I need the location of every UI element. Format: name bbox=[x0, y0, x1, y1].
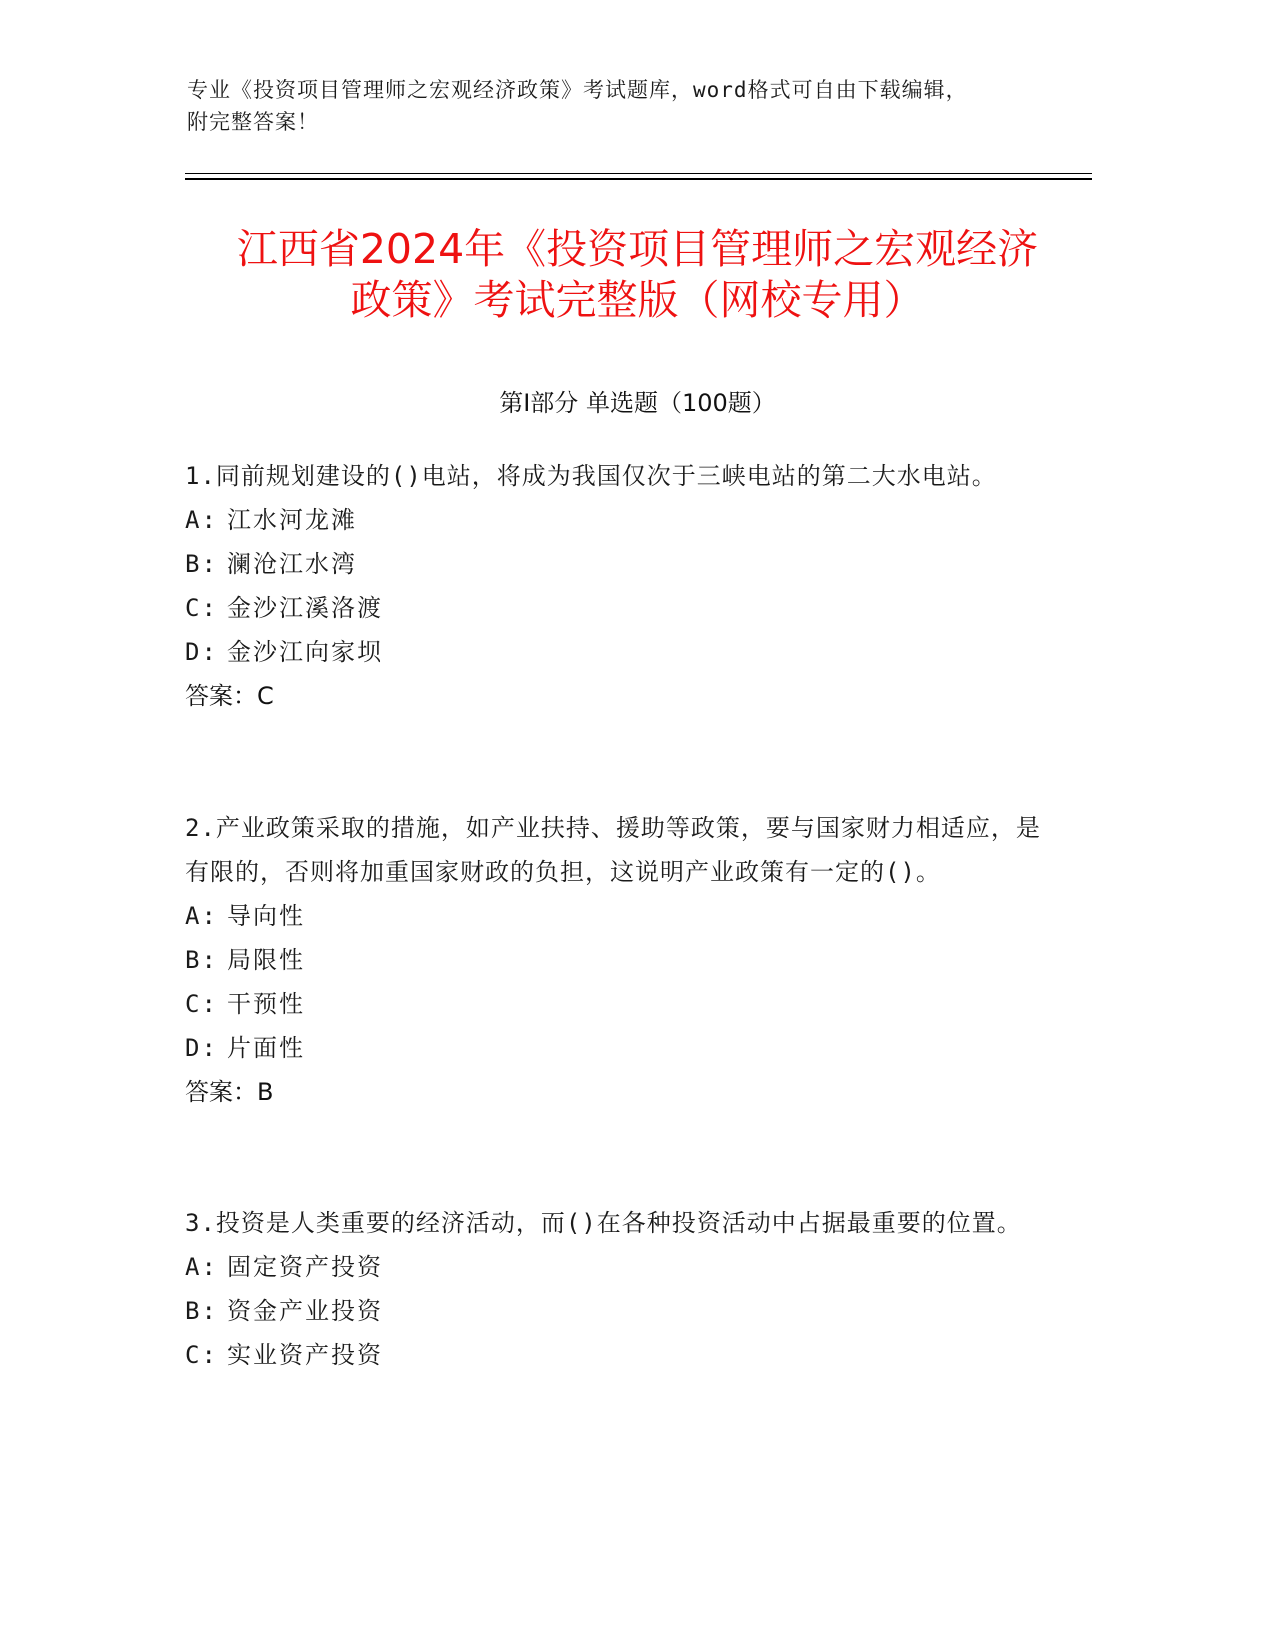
option-text: 固定资产投资 bbox=[227, 1253, 383, 1281]
option-text: 资金产业投资 bbox=[227, 1297, 383, 1325]
question-2 bbox=[185, 806, 1055, 1114]
option-text: 导向性 bbox=[227, 902, 305, 930]
option-d bbox=[185, 630, 1055, 674]
option-b bbox=[185, 938, 1055, 982]
title-line-2: 政策》考试完整版（网校专用） bbox=[350, 276, 925, 324]
option-letter: B: bbox=[185, 946, 218, 974]
option-text: 干预性 bbox=[227, 990, 305, 1018]
option-letter: C: bbox=[185, 1341, 218, 1369]
option-letter: D: bbox=[185, 1034, 218, 1062]
option-text: 金沙江溪洛渡 bbox=[227, 594, 383, 622]
document-title bbox=[170, 224, 1105, 326]
option-letter: A: bbox=[185, 902, 218, 930]
option-c bbox=[185, 586, 1055, 630]
option-d bbox=[185, 1026, 1055, 1070]
question-1 bbox=[185, 454, 1055, 718]
option-text: 江水河龙滩 bbox=[227, 506, 357, 534]
option-a bbox=[185, 1245, 1055, 1289]
option-a bbox=[185, 894, 1055, 938]
question-stem: 1.同前规划建设的()电站，将成为我国仅次于三峡电站的第二大水电站。 bbox=[185, 462, 997, 490]
option-text: 局限性 bbox=[227, 946, 305, 974]
answer-line: 答案：B bbox=[185, 1078, 274, 1106]
option-letter: B: bbox=[185, 550, 218, 578]
option-text: 金沙江向家坝 bbox=[227, 638, 383, 666]
option-text: 澜沧江水湾 bbox=[227, 550, 357, 578]
option-b bbox=[185, 542, 1055, 586]
option-letter: D: bbox=[185, 638, 218, 666]
answer-line: 答案：C bbox=[185, 682, 274, 710]
option-c bbox=[185, 982, 1055, 1026]
option-letter: A: bbox=[185, 1253, 218, 1281]
header-note: 专业《投资项目管理师之宏观经济政策》考试题库，word格式可自由下载编辑， 附完整答案！ bbox=[187, 78, 968, 134]
option-b bbox=[185, 1289, 1055, 1333]
question-3 bbox=[185, 1201, 1055, 1377]
option-letter: B: bbox=[185, 1297, 218, 1325]
option-letter: A: bbox=[185, 506, 218, 534]
option-text: 实业资产投资 bbox=[227, 1341, 383, 1369]
option-a bbox=[185, 498, 1055, 542]
option-c bbox=[185, 1333, 1055, 1377]
option-letter: C: bbox=[185, 990, 218, 1018]
section-heading: 第Ⅰ部分 单选题（100题） bbox=[499, 389, 776, 417]
header-divider-thin bbox=[185, 173, 1092, 174]
question-stem: 2.产业政策采取的措施，如产业扶持、援助等政策，要与国家财力相适应，是有限的，否则将加重国家财政的负担，这说明产业政策有一定的()。 bbox=[185, 814, 1041, 886]
option-letter: C: bbox=[185, 594, 218, 622]
option-text: 片面性 bbox=[227, 1034, 305, 1062]
header-divider-thick bbox=[185, 178, 1092, 180]
title-line-1: 江西省2024年《投资项目管理师之宏观经济 bbox=[236, 225, 1039, 273]
question-stem: 3.投资是人类重要的经济活动，而()在各种投资活动中占据最重要的位置。 bbox=[185, 1209, 1022, 1237]
